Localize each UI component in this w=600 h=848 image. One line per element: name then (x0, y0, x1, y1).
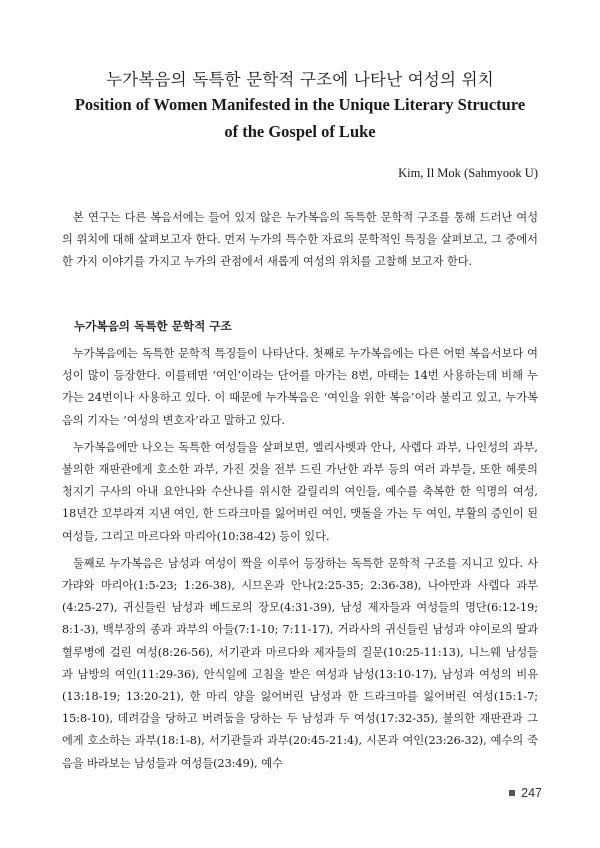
title-english-line-2: of the Gospel of Luke (224, 122, 376, 141)
title-korean: 누가복음의 독특한 문학적 구조에 나타난 여성의 위치 (106, 70, 494, 89)
author-affiliation: Kim, Il Mok (Sahmyook U) (398, 166, 538, 180)
abstract (62, 207, 538, 274)
square-bullet-icon (509, 790, 515, 796)
body-paragraph-1: 누가복음에는 독특한 문학적 특징들이 나타난다. 첫째로 누가복음에는 다른 어떤 복음서보다 여성이 많이 등장한다. 이를테면 ‘여인’이라는 단어를 마가는 8번, 마태는 14번 사용하는데 비해 누가는 24번이나 사용하고 있다. 이 때문에 누가복음은 ‘여인을 위한 복음’이라 불리고 있고, 누가복음의 기자는 ‘여성의 변호자’라고 말하고 있다. (62, 347, 538, 427)
page-number: 247 (521, 786, 542, 800)
body-paragraph-3: 둘째로 누가복음은 남성과 여성이 짝을 이루어 등장하는 독특한 문학적 구조를 지니고 있다. 사가랴와 마리아(1:5-23; 1:26-38), 시므온과 안나(2:25-35; 2:36-38), 나아만과 사렙다 과부(4:25-27), 귀신들린 남성과 베드로의 장모(4:31-39), 남성 제자들과 여성들의 명단(6:12-19; 8:1-3), 백부장의 종과 과부의 아들(7:1-10; 7:11-17), 거라사의 귀신들린 남성과 야이로의 딸과 혈루병에 걸린 여성(8:26-56), 서기관과 마르다와 제자들의 질문(10:25-11:13), 니느웨 남성들과 남방의 여인(11:29-36), 안식일에 고침을 받은 여성과 남성(13:10-17), 남성과 여성의 비유(13:18-19; 13:20-21), 한 마리 양을 잃어버린 남성과 한 드라크마를 잃어버린 여성(15:1-7; 15:8-10), 데려감을 당하고 버려둠을 당하는 두 남성과 두 여성(17:32-35), 불의한 재판관과 그에게 호소하는 과부(18:1-8), 서기관들과 과부(20:45-21:4), 시몬과 여인(23:26-32), 예수의 죽음을 바라보는 남성들과 여성들(23:49), 예수 (62, 556, 538, 770)
section-body (62, 343, 538, 780)
body-paragraph-2: 누가복음에만 나오는 독특한 여성들을 살펴보면, 엘리사벳과 안나, 사렙다 과부, 나인성의 과부, 불의한 재판관에게 호소한 과부, 가진 것을 전부 드린 가난한 과부 등의 여러 과부들, 또한 헤롯의 청지기 구사의 아내 요안나와 수산나를 위시한 갈릴리의 여인들, 예수를 축복한 한 익명의 여성, 18년간 꼬부라져 지낸 여인, 한 드라크마를 잃어버린 여인, 맷돌을 가는 두 여인, 부활의 증인이 된 여성들, 그리고 마르다와 마리아(10:38-42) 등이 있다. (62, 440, 538, 543)
section-heading: 누가복음의 독특한 문학적 구조 (74, 319, 232, 333)
page-footer (509, 786, 542, 800)
abstract-paragraph: 본 연구는 다른 복음서에는 들어 있지 않은 누가복음의 독특한 문학적 구조를 통해 드러난 여성의 위치에 대해 살펴보고자 한다. 먼저 누가의 특수한 자료의 문학적인 특징을 살펴보고, 그 중에서 한 가지 이야기를 가지고 누가의 관점에서 새롭게 여성의 위치를 고찰해 보고자 한다. (62, 211, 538, 269)
title-english-line-1: Position of Women Manifested in the Unique Literary Structure (74, 95, 526, 114)
